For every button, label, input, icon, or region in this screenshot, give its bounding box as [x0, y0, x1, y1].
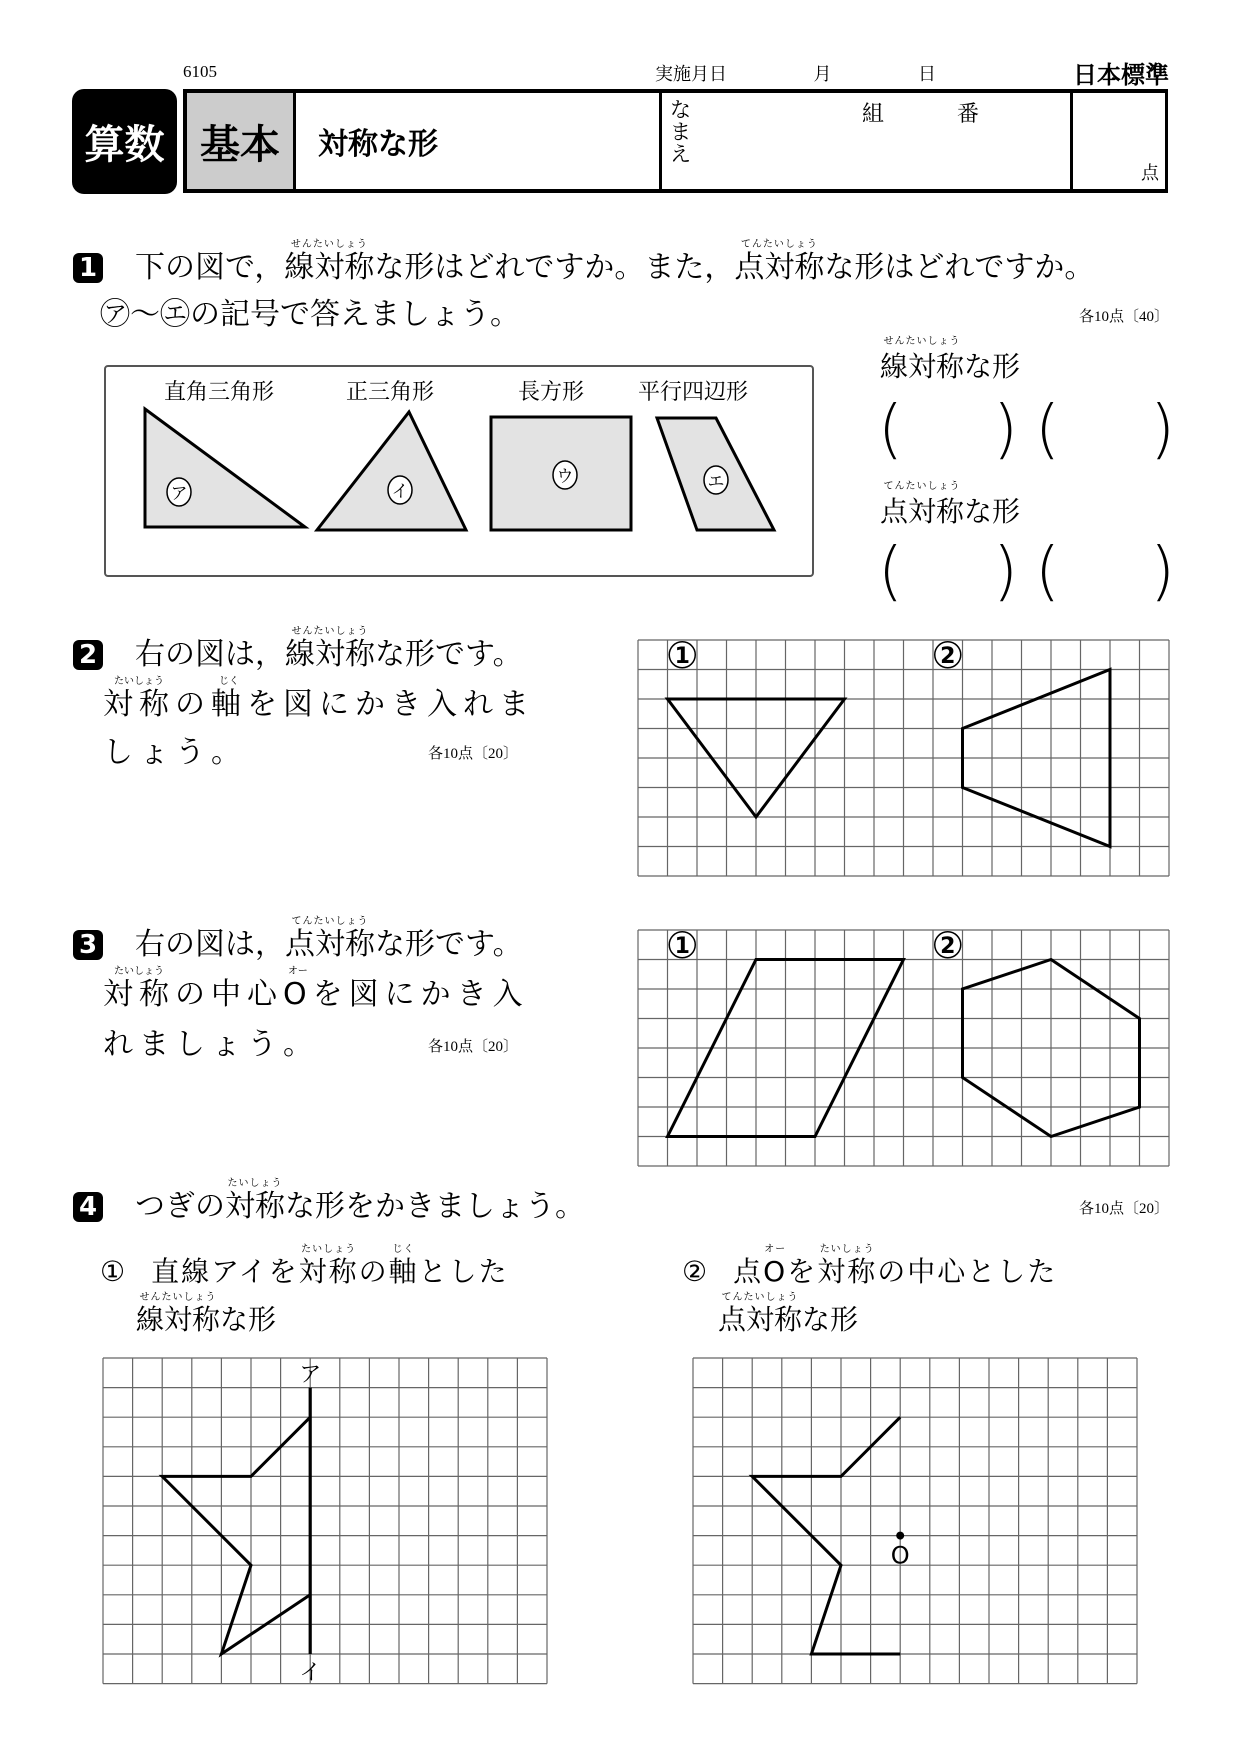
ruby-text: たいしょう	[227, 1178, 283, 1189]
center-label-o: O	[890, 1541, 910, 1570]
question-number-1: 1	[73, 253, 103, 283]
answer-paren-close-4: )	[1150, 535, 1175, 609]
ruby-base: 点対称	[734, 250, 825, 285]
q3-line3: れましょう。	[103, 1027, 319, 1062]
ruby-text: せんたいしょう	[290, 239, 368, 250]
class-label: 組	[862, 102, 885, 127]
subject-badge: 算数	[72, 89, 177, 194]
symbol-u: ウ	[556, 467, 574, 487]
answer-paren-close-2: )	[1150, 393, 1175, 467]
symbol-e-mark	[704, 466, 728, 494]
q1-points: 各10点〔40〕	[1078, 309, 1169, 325]
ruby-base: 対称	[298, 1255, 359, 1288]
page-title: 対称な形	[296, 93, 662, 189]
day-label: 日	[917, 64, 936, 85]
ruby-text: せんたいしょう	[883, 336, 961, 347]
q1-text-b: な形はどれですか。また，	[374, 250, 735, 285]
q4-sub1-line2	[136, 1292, 277, 1336]
ruby-text: オー	[287, 966, 308, 977]
q3-text-a: 右の図は，	[135, 927, 285, 962]
q3-fig1-label: 1	[674, 933, 690, 959]
symbol-u-mark	[553, 461, 577, 489]
shape-label-parallelogram: 平行四辺形	[638, 380, 749, 405]
answer-label-line-symmetry	[880, 336, 1021, 385]
ruby-base: O	[763, 1255, 788, 1288]
q4-line1	[135, 1178, 585, 1224]
q3-points: 各10点〔20〕	[428, 1039, 519, 1055]
score-unit: 点	[1141, 163, 1159, 184]
ruby-text: じく	[392, 1244, 415, 1255]
q2-text-a: 右の図は，	[135, 637, 285, 672]
ruby-base: 対称	[103, 687, 175, 722]
ruby-text: てんたいしょう	[291, 916, 369, 927]
sub2-text-c: の中心とした	[877, 1255, 1058, 1288]
answer-blank-point-2[interactable]	[1062, 542, 1152, 602]
sub1-text-d: な形	[220, 1303, 277, 1336]
ruby-base: 対称	[103, 977, 175, 1012]
ruby-base: 点対称	[285, 927, 375, 962]
date-label: 実施月日	[655, 64, 727, 85]
ruby-base: 対称	[225, 1189, 285, 1224]
ruby-base: 対称	[817, 1255, 878, 1288]
symbol-a-mark	[167, 478, 191, 506]
answer-paren-open-3: (	[878, 535, 903, 609]
ruby-text: たいしょう	[114, 676, 164, 687]
answer-blank-line-2[interactable]	[1062, 400, 1152, 460]
name-label: なまえ	[670, 98, 691, 166]
q2-line3: しょう。	[103, 735, 247, 770]
q2-points: 各10点〔20〕	[428, 746, 519, 762]
ruby-text: じく	[219, 676, 239, 687]
q4-sub1-grid[interactable]	[102, 1357, 548, 1687]
axis-label-i: イ	[299, 1660, 322, 1686]
q1-text-c: な形はどれですか。	[824, 250, 1095, 285]
ruby-text: たいしょう	[819, 1244, 875, 1255]
q2-grid[interactable]	[637, 639, 1171, 879]
ruby-base: O	[283, 977, 313, 1012]
symbol-i-mark	[388, 476, 412, 504]
sub1-text-a: 直線アイを	[151, 1255, 299, 1288]
number-label: 番	[957, 102, 980, 127]
q2-line2	[103, 676, 535, 722]
axis-label-a: ア	[299, 1362, 322, 1388]
ruby-text: てんたいしょう	[883, 481, 961, 492]
sub2-text-d: な形	[802, 1303, 859, 1336]
answer-paren-open-1: (	[878, 393, 903, 467]
q2-text-d: を図にかき入れま	[247, 687, 535, 722]
sub1-marker: ①	[100, 1255, 128, 1288]
q2-fig1-label: 1	[674, 643, 690, 669]
q3-text-d: を図にかき入	[312, 977, 529, 1012]
sub1-text-b: の	[358, 1255, 389, 1288]
q3-line2	[103, 966, 529, 1012]
ruby-text: せんたいしょう	[139, 1292, 217, 1303]
question-number-3: 3	[73, 930, 103, 960]
shape-right-triangle	[145, 409, 305, 527]
sub2-marker: ②	[682, 1255, 710, 1288]
ruby-text: オー	[764, 1244, 787, 1255]
shape-label-right-triangle: 直角三角形	[164, 380, 275, 405]
sub1-text-c: とした	[418, 1255, 509, 1288]
q3-grid[interactable]	[637, 929, 1171, 1169]
q4-points: 各10点〔20〕	[1078, 1201, 1169, 1217]
ruby-base: 線対称	[880, 350, 965, 383]
ruby-base: 点対称	[718, 1303, 803, 1336]
q4-sub2-line2	[718, 1292, 859, 1336]
ruby-base: 軸	[388, 1255, 419, 1288]
ruby-text: せんたいしょう	[291, 626, 369, 637]
answer-blank-point-1[interactable]	[905, 542, 995, 602]
symbol-i: イ	[391, 482, 409, 502]
answer-blank-line-1[interactable]	[905, 400, 995, 460]
answer-paren-open-4: (	[1035, 535, 1060, 609]
answer-paren-open-2: (	[1035, 393, 1060, 467]
answer-label-suffix: な形	[964, 495, 1021, 528]
q2-text-b: な形です。	[375, 637, 523, 672]
ruby-base: 点対称	[880, 495, 965, 528]
sub2-text-b: を	[787, 1255, 818, 1288]
ruby-base: 線対称	[136, 1303, 221, 1336]
q3-fig2-label: 2	[940, 933, 956, 959]
level-badge: 基本	[187, 93, 296, 189]
shape-label-rectangle: 長方形	[518, 380, 585, 405]
ruby-base: 線対称	[285, 637, 375, 672]
answer-paren-close-3: )	[993, 535, 1018, 609]
ruby-base: 線対称	[284, 250, 375, 285]
q3-text-c: の中心	[175, 977, 283, 1012]
q4-sub2-line1	[682, 1244, 1058, 1288]
ruby-text: てんたいしょう	[721, 1292, 799, 1303]
month-label: 月	[813, 64, 832, 85]
q4-sub1-line1	[100, 1244, 509, 1288]
question-number-2: 2	[73, 640, 103, 670]
answer-label-suffix: な形	[964, 350, 1021, 383]
question-number-4: 4	[73, 1192, 103, 1222]
ruby-text: てんたいしょう	[740, 239, 818, 250]
q1-line2: ㋐～㋓の記号で答えましょう。	[100, 297, 520, 332]
ruby-text: たいしょう	[301, 1244, 357, 1255]
worksheet-code: 6105	[183, 62, 217, 81]
ruby-text: たいしょう	[114, 966, 164, 977]
brand-logo: 日本標準	[1073, 61, 1169, 89]
ruby-base: 軸	[211, 687, 247, 722]
answer-label-point-symmetry	[880, 481, 1021, 530]
q4-text-a: つぎの	[135, 1189, 225, 1224]
answer-paren-close-1: )	[993, 393, 1018, 467]
q4-sub2-grid[interactable]	[692, 1357, 1138, 1687]
q2-line1	[135, 626, 523, 672]
q2-text-c: の	[175, 687, 211, 722]
q1-text-a: 下の図で，	[135, 250, 285, 285]
q3-line1	[135, 916, 523, 962]
q4-text-b: な形をかきましょう。	[285, 1189, 585, 1224]
symbol-a: ア	[170, 484, 188, 504]
shape-equilateral-triangle	[317, 412, 466, 530]
q2-fig2-label: 2	[940, 643, 956, 669]
shape-label-equilateral-triangle: 正三角形	[346, 380, 435, 405]
sub2-text-a: 点	[733, 1255, 764, 1288]
q3-text-b: な形です。	[375, 927, 523, 962]
symbol-e: エ	[707, 472, 725, 492]
center-point-o	[896, 1532, 904, 1540]
